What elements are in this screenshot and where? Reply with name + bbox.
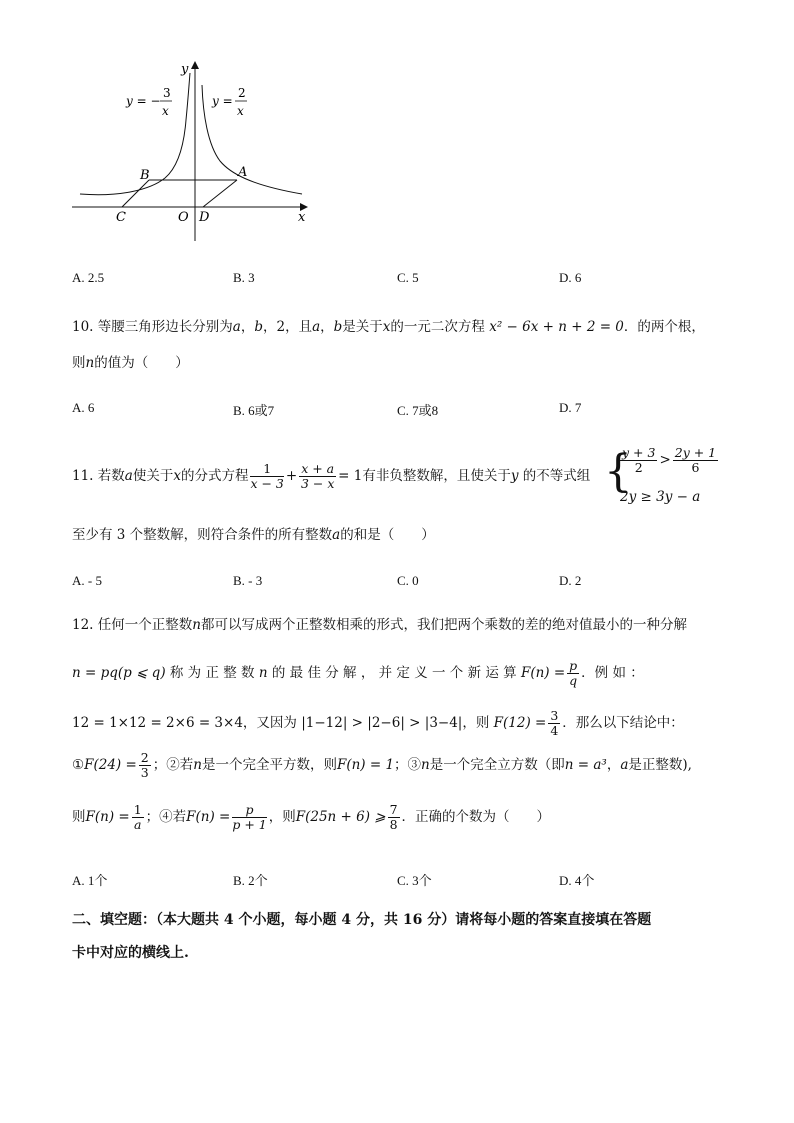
var-a: a: [620, 757, 629, 773]
q12-option-b[interactable]: B. 2个: [233, 873, 268, 888]
q11-fraction-2: [299, 462, 336, 491]
q12-option-a[interactable]: A. 1个: [72, 873, 108, 888]
q9-option-b[interactable]: B. 3: [233, 270, 255, 285]
fraction-denominator: q: [569, 673, 578, 688]
left-hyperbola-curve: [80, 73, 190, 195]
fraction-numerator: p: [232, 803, 266, 818]
q10-text: 则: [72, 355, 86, 371]
q10-option-d[interactable]: D. 7: [559, 400, 582, 415]
q12-frac-1a: [132, 803, 144, 832]
q10-text: 是关于: [342, 319, 383, 335]
q12-text: 是正整数),: [628, 757, 692, 773]
var-n: n: [258, 665, 268, 681]
q12-text: 则: [72, 809, 86, 825]
q12-best-factorization: n = pq(p ⩽ q): [72, 665, 166, 681]
q12-text: 都可以写成两个正整数相乘的形式，我们把两个乘数的差的绝对值最小的一种分解: [200, 617, 687, 633]
right-curve-eq-num: 2: [238, 86, 246, 100]
fraction-numerator: 7: [389, 802, 398, 817]
q12-text: 是一个完全立方数（即: [429, 757, 565, 773]
var-a: a: [332, 527, 341, 543]
q12-fn: F(n) =: [85, 809, 130, 825]
fraction-numerator: x + a: [301, 461, 335, 476]
q11-inequality-system: [604, 446, 724, 506]
plus-sign: +: [285, 468, 298, 484]
right-curve-eq-prefix: y =: [212, 94, 233, 108]
q11-system-row1: [618, 446, 720, 475]
q12-line4: [72, 748, 692, 782]
q10-text: ，: [240, 319, 255, 335]
q12-frac-pq: [567, 659, 579, 688]
q12-text: ，: [606, 757, 621, 773]
q9-option-d[interactable]: D. 6: [559, 270, 582, 285]
var-n: n: [421, 757, 430, 773]
q11-text: 有非负整数解，且使关于: [362, 468, 511, 484]
left-curve-eq-den: x: [162, 104, 169, 118]
circled-one: ①: [72, 757, 85, 773]
q12-text: 称 为 正 整 数: [169, 665, 255, 681]
q9-option-c[interactable]: C. 5: [397, 270, 419, 285]
fraction-denominator: 4: [550, 723, 559, 738]
fraction-denominator: p + 1: [232, 817, 267, 832]
q10-line1: [72, 318, 705, 336]
q11-option-a[interactable]: A. - 5: [72, 573, 102, 588]
q12-text: ；②若: [152, 757, 194, 773]
q11-text: 的不等式组: [522, 468, 591, 484]
q12-f12: F(12) =: [493, 715, 547, 731]
q11-text: 11. 若数: [72, 468, 125, 484]
q10-option-b[interactable]: B. 6或7: [233, 403, 275, 418]
brace-icon: {: [604, 446, 632, 497]
q12-f-def: F(n) =: [520, 665, 566, 681]
point-a-label: A: [238, 165, 248, 180]
fraction-numerator: 2: [140, 750, 149, 765]
segment-bc: [122, 180, 149, 207]
fraction-numerator: 3: [550, 708, 559, 723]
var-y: y: [510, 468, 519, 484]
fraction-numerator: p: [569, 658, 578, 673]
var-n: n: [85, 355, 95, 371]
q12-f25n6: F(25n + 6) ⩾: [295, 809, 386, 825]
fraction-numerator: 1: [250, 462, 283, 477]
q11-text: 的和是（ ）: [340, 527, 435, 543]
q12-fn-eq-1: F(n) = 1: [336, 757, 395, 773]
var-x: x: [173, 468, 181, 484]
var-b: b: [254, 319, 263, 335]
q9-option-a[interactable]: A. 2.5: [72, 270, 105, 285]
function-graph: [60, 55, 320, 250]
q12-frac-78: [388, 803, 400, 832]
greater-sign: >: [659, 452, 671, 468]
q11-sys-fraction-1: [620, 446, 657, 475]
q12-line1: [72, 616, 687, 634]
q10-text: ．的两个根，: [623, 319, 705, 335]
q12-frac-23: [139, 751, 151, 780]
q12-text: ．正确的个数为（ ）: [401, 809, 551, 825]
fraction-numerator: y + 3: [622, 445, 656, 460]
q11-option-d[interactable]: D. 2: [559, 573, 582, 588]
q10-text: ，2，且: [262, 319, 313, 335]
q12-line2: [72, 656, 644, 690]
q12-text: ，则: [462, 715, 490, 731]
q12-f24: F(24) =: [84, 757, 137, 773]
var-b: b: [333, 319, 343, 335]
fraction-numerator: 2y + 1: [674, 445, 717, 460]
var-a: a: [232, 319, 241, 335]
q11-line1: [72, 458, 590, 494]
q12-n-eq-a3: n = a³: [564, 757, 607, 773]
point-d-label: D: [199, 210, 210, 225]
q12-frac-34: [548, 709, 560, 738]
var-n: n: [192, 617, 201, 633]
var-n: n: [193, 757, 202, 773]
fraction-denominator: x − 3: [250, 476, 284, 491]
x-axis-label: x: [298, 210, 306, 225]
q11-option-b[interactable]: B. - 3: [233, 573, 263, 588]
q12-text: ，又因为: [242, 715, 297, 731]
y-axis-arrow: [191, 61, 199, 69]
q11-text: 至少有 3 个整数解，则符合条件的所有整数: [72, 527, 333, 543]
q12-text: ．那么以下结论中：: [562, 715, 684, 731]
fraction-numerator: 1: [133, 802, 142, 817]
left-curve-eq-prefix: y = −: [126, 94, 161, 108]
q12-line3: [72, 706, 684, 740]
q12-text: 的 最 佳 分 解 ， 并 定 义 一 个 新 运 算: [271, 665, 517, 681]
section-2-heading: 二、填空题：（本大题共 4 个小题，每小题 4 分，共 16 分）请将每小题的答案直接填在答题: [72, 912, 652, 928]
right-curve-eq-den: x: [237, 104, 244, 118]
q10-equation: x² − 6x + n + 2 = 0: [489, 319, 624, 335]
origin-label: O: [178, 210, 189, 225]
q10-option-c[interactable]: C. 7或8: [397, 403, 439, 418]
q12-option-d[interactable]: D. 4个: [559, 873, 595, 888]
q11-text: 的分式方程: [180, 468, 249, 484]
q10-text: 的一元二次方程: [390, 319, 485, 335]
q12-text: ；③: [394, 757, 422, 773]
q11-line2: [72, 526, 435, 544]
q12-text: ；④若: [145, 809, 187, 825]
segment-ad: [203, 180, 237, 207]
q12-frac-pp1: [232, 803, 266, 832]
q12-text: 是一个完全平方数，则: [201, 757, 337, 773]
q10-option-a[interactable]: A. 6: [72, 400, 95, 415]
q10-line2: [72, 354, 189, 372]
q12-fn: F(n) =: [186, 809, 231, 825]
y-axis-label: y: [181, 62, 189, 77]
q11-text: 使关于: [132, 468, 174, 484]
q12-option-c[interactable]: C. 3个: [397, 873, 432, 888]
point-b-label: B: [140, 168, 150, 183]
section-2-heading-cont: 卡中对应的横线上.: [72, 945, 189, 961]
left-curve-eq-num: 3: [163, 86, 171, 100]
q11-option-c[interactable]: C. 0: [397, 573, 419, 588]
q11-fraction-1: [250, 462, 283, 491]
fraction-denominator: 3: [140, 765, 149, 780]
q10-text: ，: [320, 319, 334, 335]
q11-sys-fraction-2: [673, 446, 718, 475]
fraction-denominator: 3 − x: [300, 476, 335, 491]
q11-system-row2: 2y ≥ 3y − a: [620, 489, 701, 505]
q10-text: 的值为（ ）: [94, 355, 189, 371]
q10-text: 10. 等腰三角形边长分别为: [72, 319, 233, 335]
q12-text: ，则: [268, 809, 296, 825]
fraction-denominator: 6: [691, 460, 700, 475]
q12-text: 12. 任何一个正整数: [72, 617, 193, 633]
equals-one: = 1: [338, 468, 363, 484]
q12-line5: [72, 800, 550, 834]
var-a: a: [312, 319, 321, 335]
var-x: x: [382, 319, 391, 335]
point-c-label: C: [116, 210, 126, 225]
q12-text: ．例 如 ：: [581, 665, 644, 681]
fraction-denominator: a: [133, 817, 142, 832]
q12-example: 12 = 1×12 = 2×6 = 3×4: [72, 715, 243, 731]
fraction-denominator: 2: [634, 460, 643, 475]
fraction-denominator: 8: [389, 817, 398, 832]
var-a: a: [124, 468, 133, 484]
q12-abs-compare: |1−12| > |2−6| > |3−4|: [301, 715, 463, 731]
